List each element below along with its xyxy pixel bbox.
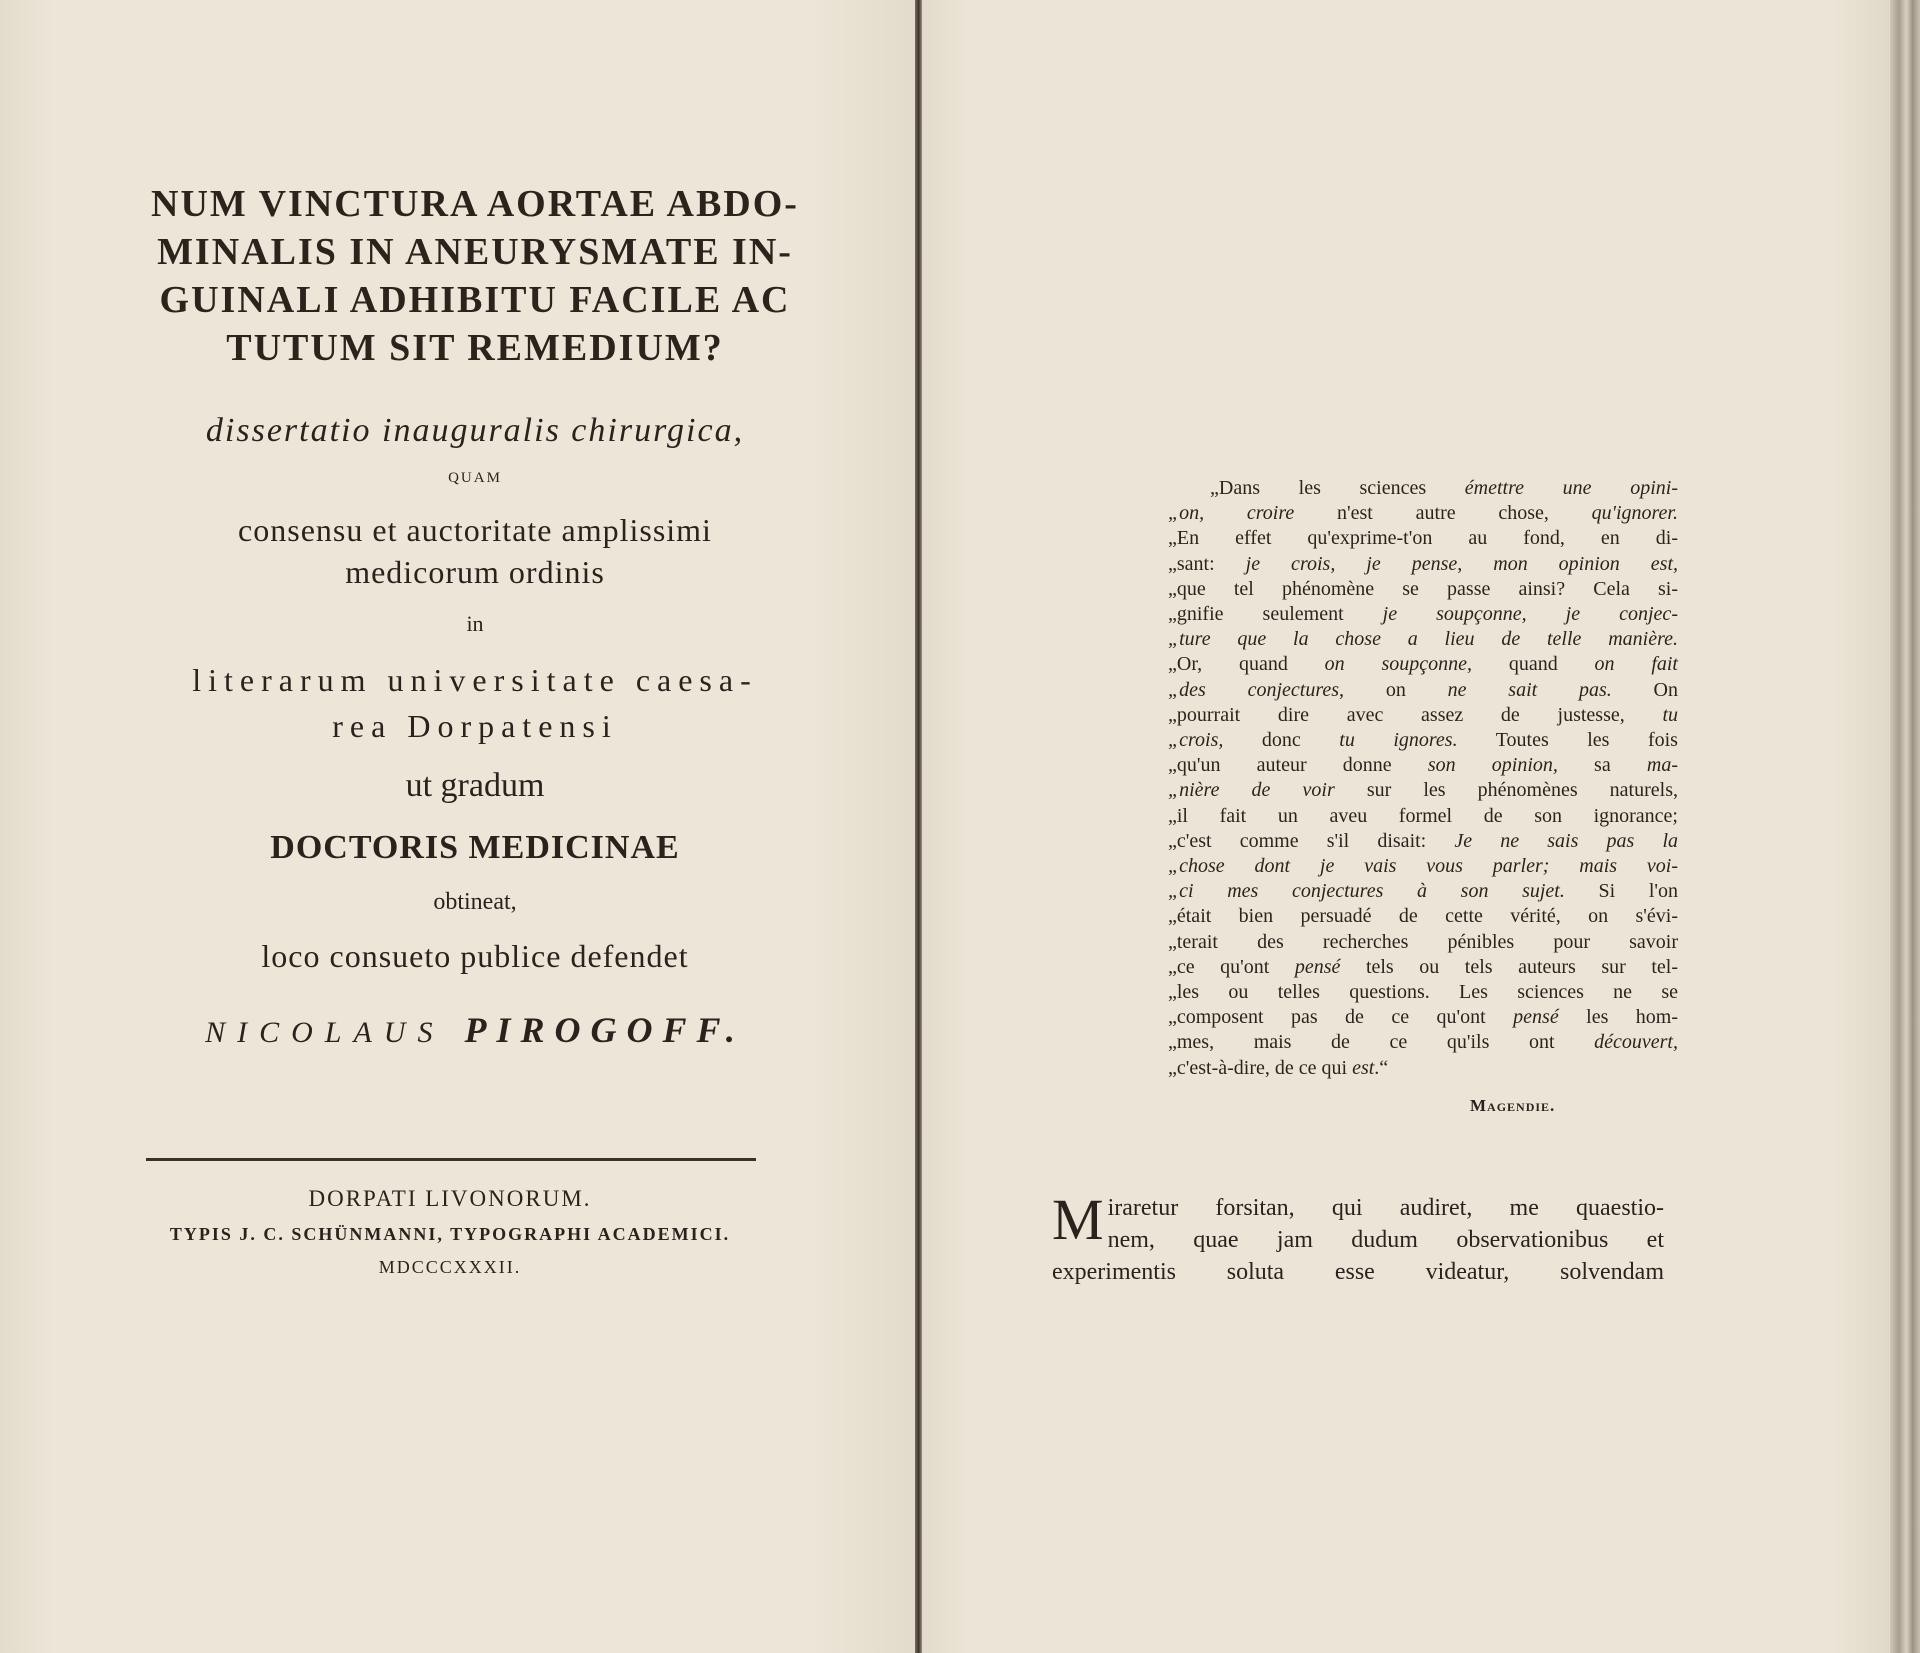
epigraph-text: donc [1223, 729, 1340, 752]
epigraph-text: sur les phénomènes naturels, [1334, 779, 1678, 802]
title-block [150, 180, 800, 1051]
epigraph-signature: Magendie. [1470, 1096, 1556, 1115]
epigraph-text: les hom- [1558, 1006, 1679, 1029]
consensu-text [150, 509, 800, 593]
dissertation-title [150, 180, 800, 372]
in-label: in [466, 611, 484, 636]
author-surname: PIROGOFF. [464, 1010, 745, 1050]
body-line: experimentis soluta esse videatur, solvendam [1052, 1259, 1664, 1285]
epigraph-line [1168, 577, 1678, 602]
university-line: literarum universitate caesa- [192, 662, 758, 698]
epigraph-italic-text: qu'ignorer. [1591, 502, 1678, 525]
epigraph-line [1168, 879, 1678, 904]
epigraph-text: „mes, mais de ce qu'ils ont [1168, 1031, 1595, 1054]
title-line: TUTUM SIT REMEDIUM? [226, 327, 724, 369]
imprint-place: DORPATI LIVONORUM. [308, 1186, 592, 1211]
epigraph-line [1168, 1005, 1678, 1030]
body-line: nem, quae jam dudum observationibus et [1107, 1227, 1664, 1253]
epigraph-line [1168, 602, 1678, 627]
epigraph-italic-text: „crois, [1168, 729, 1224, 752]
epigraph-italic-text: on soupçonne, [1324, 653, 1473, 676]
epigraph-text: n'est autre chose, [1294, 502, 1592, 525]
epigraph-text: on [1344, 678, 1448, 701]
epigraph-italic-text: émettre une opini- [1464, 477, 1678, 499]
imprint [120, 1186, 780, 1278]
epigraph-italic-text: pensé [1294, 955, 1341, 978]
epigraph-text: Toutes les fois [1457, 729, 1678, 752]
author-first-name: NICOLAUS [205, 1016, 445, 1049]
author-name [150, 1009, 800, 1051]
epigraph-line [1168, 627, 1678, 652]
epigraph-italic-text: est [1352, 1056, 1375, 1079]
epigraph-line [1168, 678, 1678, 703]
body-line: iraretur forsitan, qui audiret, me quaestio- [1107, 1195, 1664, 1221]
epigraph-line [1168, 703, 1678, 728]
epigraph-italic-text: „ci mes conjectures à son sujet. [1168, 880, 1565, 903]
epigraph-line [1168, 930, 1678, 955]
epigraph-text: „sant: [1168, 552, 1246, 575]
degree-title: DOCTORIS MEDICINAE [270, 829, 680, 866]
imprint-year: MDCCCXXXII. [378, 1257, 522, 1277]
imprint-printer: TYPIS J. C. SCHÜNMANNI, TYPOGRAPHI ACADEMICI. [169, 1224, 731, 1244]
subtitle: dissertatio inauguralis chirurgica, [205, 412, 745, 449]
epigraph-text: .“ [1374, 1056, 1389, 1079]
epigraph-text: „c'est comme s'il disait: [1168, 829, 1455, 852]
epigraph-text: „En effet qu'exprime-t'on au fond, en di- [1168, 527, 1678, 550]
epigraph-italic-text: „on, croire [1168, 502, 1295, 525]
epigraph-line [1168, 753, 1678, 778]
epigraph-italic-text: Je ne sais pas la [1454, 829, 1679, 852]
ut-gradum: ut gradum [405, 767, 545, 804]
horizontal-rule [146, 1158, 756, 1161]
epigraph-line [1168, 652, 1678, 677]
epigraph-line [1168, 501, 1678, 526]
epigraph-italic-text: pensé [1513, 1006, 1559, 1029]
epigraph-line [1168, 955, 1678, 980]
epigraph-text: „les ou telles questions. Les sciences ne se [1168, 981, 1678, 1004]
epigraph-text: „gnifie seulement [1168, 603, 1383, 626]
consensu-line: consensu et auctoritate amplissimi [238, 512, 712, 548]
obtineat-label: obtineat, [433, 889, 517, 915]
epigraph-line [1168, 804, 1678, 829]
epigraph-text: „Dans les sciences [1210, 477, 1465, 499]
epigraph-italic-text: „chose dont je vais vous parler; mais voi- [1168, 855, 1678, 878]
epigraph-line [1168, 778, 1678, 803]
epigraph-text: „Or, quand [1168, 653, 1325, 676]
epigraph-italic-text: découvert, [1594, 1031, 1678, 1054]
epigraph-italic-text: tu ignores. [1339, 729, 1458, 752]
epigraph-text: „ce qu'ont [1168, 955, 1295, 978]
defense-line: loco consueto publice defendet [261, 938, 689, 974]
title-page [0, 0, 918, 1653]
epigraph-quote [1168, 476, 1678, 1081]
epigraph-line [1168, 476, 1678, 501]
title-line: MINALIS IN ANEURYSMATE IN- [157, 231, 793, 273]
epigraph-italic-text: „des conjectures, [1168, 678, 1345, 701]
epigraph-line [1168, 1056, 1678, 1081]
epigraph-text: „qu'un auteur donne [1168, 754, 1428, 777]
university-text [150, 657, 800, 749]
epigraph-text: sa [1557, 754, 1647, 777]
body-text [1052, 1187, 1664, 1288]
epigraph-italic-text: ma- [1646, 754, 1678, 777]
epigraph-line [1168, 904, 1678, 929]
epigraph-text: „composent pas de ce qu'ont [1168, 1006, 1514, 1029]
epigraph-line [1168, 854, 1678, 879]
epigraph-text: „pourrait dire avec assez de justesse, [1168, 703, 1663, 726]
epigraph-line [1168, 526, 1678, 551]
epigraph-italic-text: je crois, je pense, mon opinion est, [1245, 552, 1678, 575]
epigraph-text: „terait des recherches pénibles pour savoir [1168, 930, 1678, 953]
epigraph-line [1168, 728, 1678, 753]
title-line: NUM VINCTURA AORTAE ABDO- [151, 183, 799, 225]
epigraph-text: tels ou tels auteurs sur tel- [1340, 955, 1678, 978]
epigraph-italic-text: on fait [1594, 653, 1678, 676]
epigraph-italic-text: ne sait pas. [1447, 678, 1612, 701]
consensu-line: medicorum ordinis [345, 554, 605, 590]
epigraph-text: „c'est-à-dire, de ce qui [1168, 1056, 1353, 1079]
epigraph-italic-text: son opinion, [1427, 754, 1558, 777]
epigraph-text: Si l'on [1564, 880, 1678, 903]
drop-cap: M [1052, 1187, 1104, 1252]
epigraph-italic-text: tu [1662, 703, 1678, 726]
epigraph-line [1168, 1030, 1678, 1055]
epigraph-text: „il fait un aveu formel de son ignorance; [1168, 804, 1678, 827]
epigraph-italic-text: je soupçonne, je conjec- [1382, 603, 1678, 626]
epigraph-line [1168, 552, 1678, 577]
epigraph-line [1168, 829, 1678, 854]
page-edge [1890, 0, 1920, 1653]
epigraph-italic-text: „nière de voir [1168, 779, 1335, 802]
university-line: rea Dorpatensi [332, 708, 618, 744]
title-line: GUINALI ADHIBITU FACILE AC [159, 279, 791, 321]
epigraph-text: On [1611, 678, 1679, 701]
quam-label: QUAM [448, 470, 502, 486]
epigraph-line [1168, 980, 1678, 1005]
epigraph-text: „était bien persuadé de cette vérité, on s'évi- [1168, 905, 1678, 928]
epigraph-text: „que tel phénomène se passe ainsi? Cela si- [1168, 577, 1678, 600]
epigraph-italic-text: „ture que la chose a lieu de telle manière. [1168, 628, 1678, 651]
epigraph-text: quand [1472, 653, 1595, 676]
